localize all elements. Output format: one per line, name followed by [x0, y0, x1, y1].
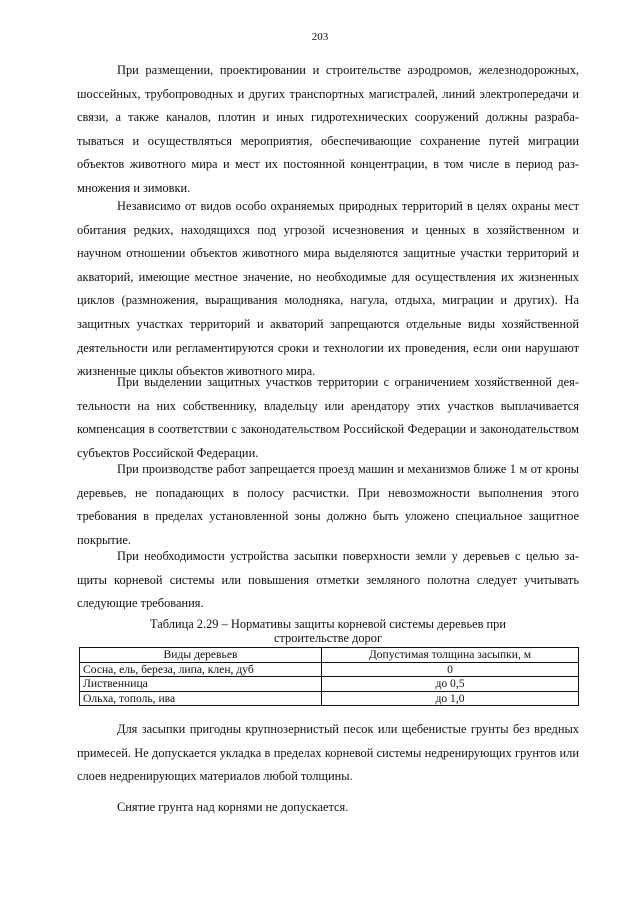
table-row [80, 662, 579, 677]
paragraph-soil-removal: Снятие грунта над корнями не допускается. [117, 800, 349, 814]
column-header-tree-species: Виды деревьев [80, 648, 322, 663]
table-caption-line: строительстве дорог [273, 631, 383, 645]
root-protection-table [79, 647, 579, 706]
tree-species-cell: Лиственница [80, 677, 322, 692]
backfill-thickness-cell: до 0,5 [322, 677, 579, 692]
table-row [80, 677, 579, 692]
tree-species-cell: Сосна, ель, береза, липа, клен, дуб [80, 662, 322, 677]
backfill-thickness-cell: до 1,0 [322, 691, 579, 706]
table-header-row [80, 648, 579, 663]
paragraph-compensation: При выделении защитных участков территории с ограничением хозяйственной деятельности на них собственнику, владельцу или арендатору этих участков выплачивается компенсация в соответствии с законодательством Российской Федерации и законодательством субъектов Российской Федерации. [77, 375, 579, 460]
table-row [80, 691, 579, 706]
backfill-thickness-cell: 0 [322, 662, 579, 677]
tree-species-cell: Ольха, тополь, ива [80, 691, 322, 706]
paragraph-protected-areas: Независимо от видов особо охраняемых природных территорий в целях охраны мест обитания редких, находящихся под угрозой исчезновения и ценных в хозяйственном и научном отношении объектов животного мира выделяются защитные участки территорий и акваторий, имеющие местное значение, но необходимые для осуществления их жизненных циклов (размножения, выращивания молодняка, нагула, отдыха, миграции и других). На защитных участках территорий и акваторий запрещаются отдельные виды хозяйственной деятельности или регламентируются сроки и технологии их проведения, если они нарушают жизненные циклы объектов животного мира. [77, 199, 579, 379]
table-caption-line: Таблица 2.29 – Нормативы защиты корневой системы деревьев при [150, 617, 506, 631]
paragraph-backfill-requirements: При необходимости устройства засыпки поверхности земли у деревьев с целью защиты корневой системы или повышения отметки земляного полотна следует учитывать следующие требования. [77, 549, 579, 611]
page-number: 203 [311, 31, 329, 43]
paragraph-machinery: При производстве работ запрещается проезд машин и механизмов ближе 1 м от кроны деревьев, не попадающих в полосу расчистки. При невозможности выполнения этого требования в пределах установленной зоны должно быть уложено специальное защитное покрытие. [77, 462, 579, 547]
column-header-backfill-thickness: Допустимая толщина засыпки, м [322, 648, 579, 663]
paragraph-suitable-materials: Для засыпки пригодны крупнозернистый песок или щебенистые грунты без вредных примесей. Не допускается укладка в пределах корневой системы недренирующих грунтов или слоев недренирующих материалов любой толщины. [77, 722, 579, 784]
table-caption [77, 617, 579, 645]
paragraph-migration: При размещении, проектировании и строительстве аэродромов, железнодорожных, шоссейных, трубопроводных и других транспортных магистралей, линий электропередачи и связи, а также каналов, плотин и иных гидротехнических сооружений должны разрабатываться и осуществляться мероприятия, обеспечивающие сохранение путей миграции объектов животного мира и мест их постоянной концентрации, в том числе в период размножения и зимовки. [77, 63, 579, 195]
